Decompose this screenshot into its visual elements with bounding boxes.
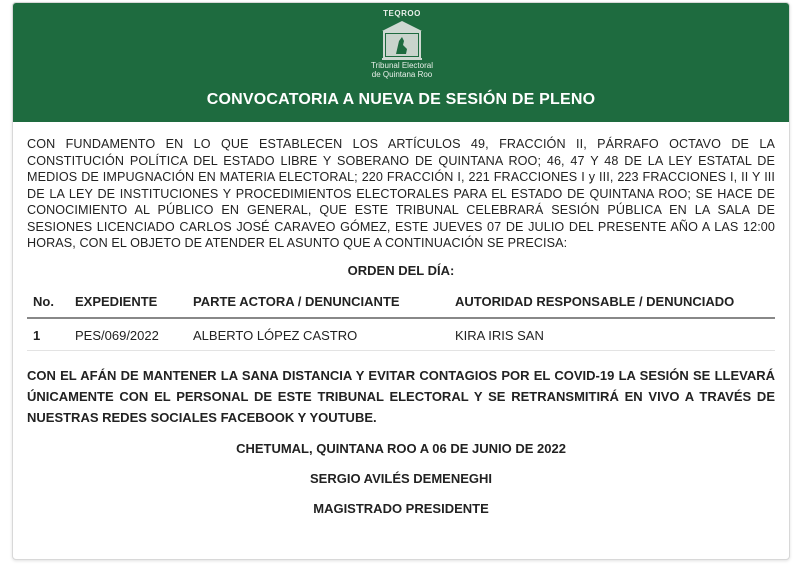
cell-expediente: PES/069/2022 <box>69 318 187 351</box>
logo-line-1: Tribunal Electoral <box>371 61 433 70</box>
cell-number: 1 <box>27 318 69 351</box>
page-title: CONVOCATORIA A NUEVA DE SESIÓN DE PLENO <box>206 91 596 108</box>
tribunal-logo <box>366 9 438 79</box>
logo-line-2: de Quintana Roo <box>371 70 433 79</box>
signer-role: MAGISTRADO PRESIDENTE <box>313 500 489 516</box>
cell-parte-actora: ALBERTO LÓPEZ CASTRO <box>187 318 449 351</box>
col-header-parte-actora: PARTE ACTORA / DENUNCIANTE <box>187 294 449 318</box>
table-row <box>27 318 775 351</box>
covid-notice: CON EL AFÁN DE MANTENER LA SANA DISTANCIA Y EVITAR CONTAGIOS POR EL COVID-19 LA SESIÓN SE LLEVARÁ ÚNICAMENTE CON EL PERSONAL DE ESTE TRIBUNAL ELECTORAL Y SE RETRANSMITIRÁ EN VIVO A TRAVÉS DE NUESTRAS REDES SOCIALES FACEBOOK Y YOUTUBE. <box>27 367 775 425</box>
place-date: CHETUMAL, QUINTANA ROO A 06 DE JUNIO DE 2022 <box>236 440 566 456</box>
col-header-number: No. <box>27 294 69 318</box>
cell-autoridad: KIRA IRIS SAN <box>449 318 775 351</box>
document-body <box>13 122 789 516</box>
convocatoria-card <box>12 2 790 560</box>
logo-acronym: TEQROO <box>383 9 421 18</box>
col-header-autoridad: AUTORIDAD RESPONSABLE / DENUNCIADO <box>449 294 775 318</box>
agenda-table <box>27 294 775 351</box>
intro-paragraph: CON FUNDAMENTO EN LO QUE ESTABLECEN LOS ARTÍCULOS 49, FRACCIÓN II, PÁRRAFO OCTAVO DE LA CONSTITUCIÓN POLÍTICA DEL ESTADO LIBRE Y SOBERANO DE QUINTANA ROO; 46, 47 Y 48 DE LA LEY ESTATAL DE MEDIOS DE IMPUGNACIÓN EN MATERIA ELECTORAL; 220 FRACCIÓN I, 221 FRACCIONES I y III, 223 FRACCIONES I, II Y III DE LA LEY DE INSTITUCIONES Y PROCEDIMIENTOS ELECTORALES PARA EL ESTADO DE QUINTANA ROO; SE HACE DE CONOCIMIENTO AL PÚBLICO EN GENERAL, QUE ESTE TRIBUNAL CELEBRARÁ SESIÓN PÚBLICA EN LA SALA DE SESIONES LICENCIADO CARLOS JOSÉ CARAVEO GÓMEZ, ESTE JUEVES 07 DE JULIO DEL PRESENTE AÑO A LAS 12:00 HORAS, CON EL OBJETO DE ATENDER EL ASUNTO QUE A CONTINUACIÓN SE PRECISA: <box>27 137 775 250</box>
col-header-expediente: EXPEDIENTE <box>69 294 187 318</box>
header-banner <box>13 3 789 122</box>
building-emblem-icon <box>380 19 424 61</box>
agenda-title: ORDEN DEL DÍA: <box>347 262 455 278</box>
table-header-row <box>27 294 775 318</box>
signer-name: SERGIO AVILÉS DEMENEGHI <box>309 470 493 486</box>
